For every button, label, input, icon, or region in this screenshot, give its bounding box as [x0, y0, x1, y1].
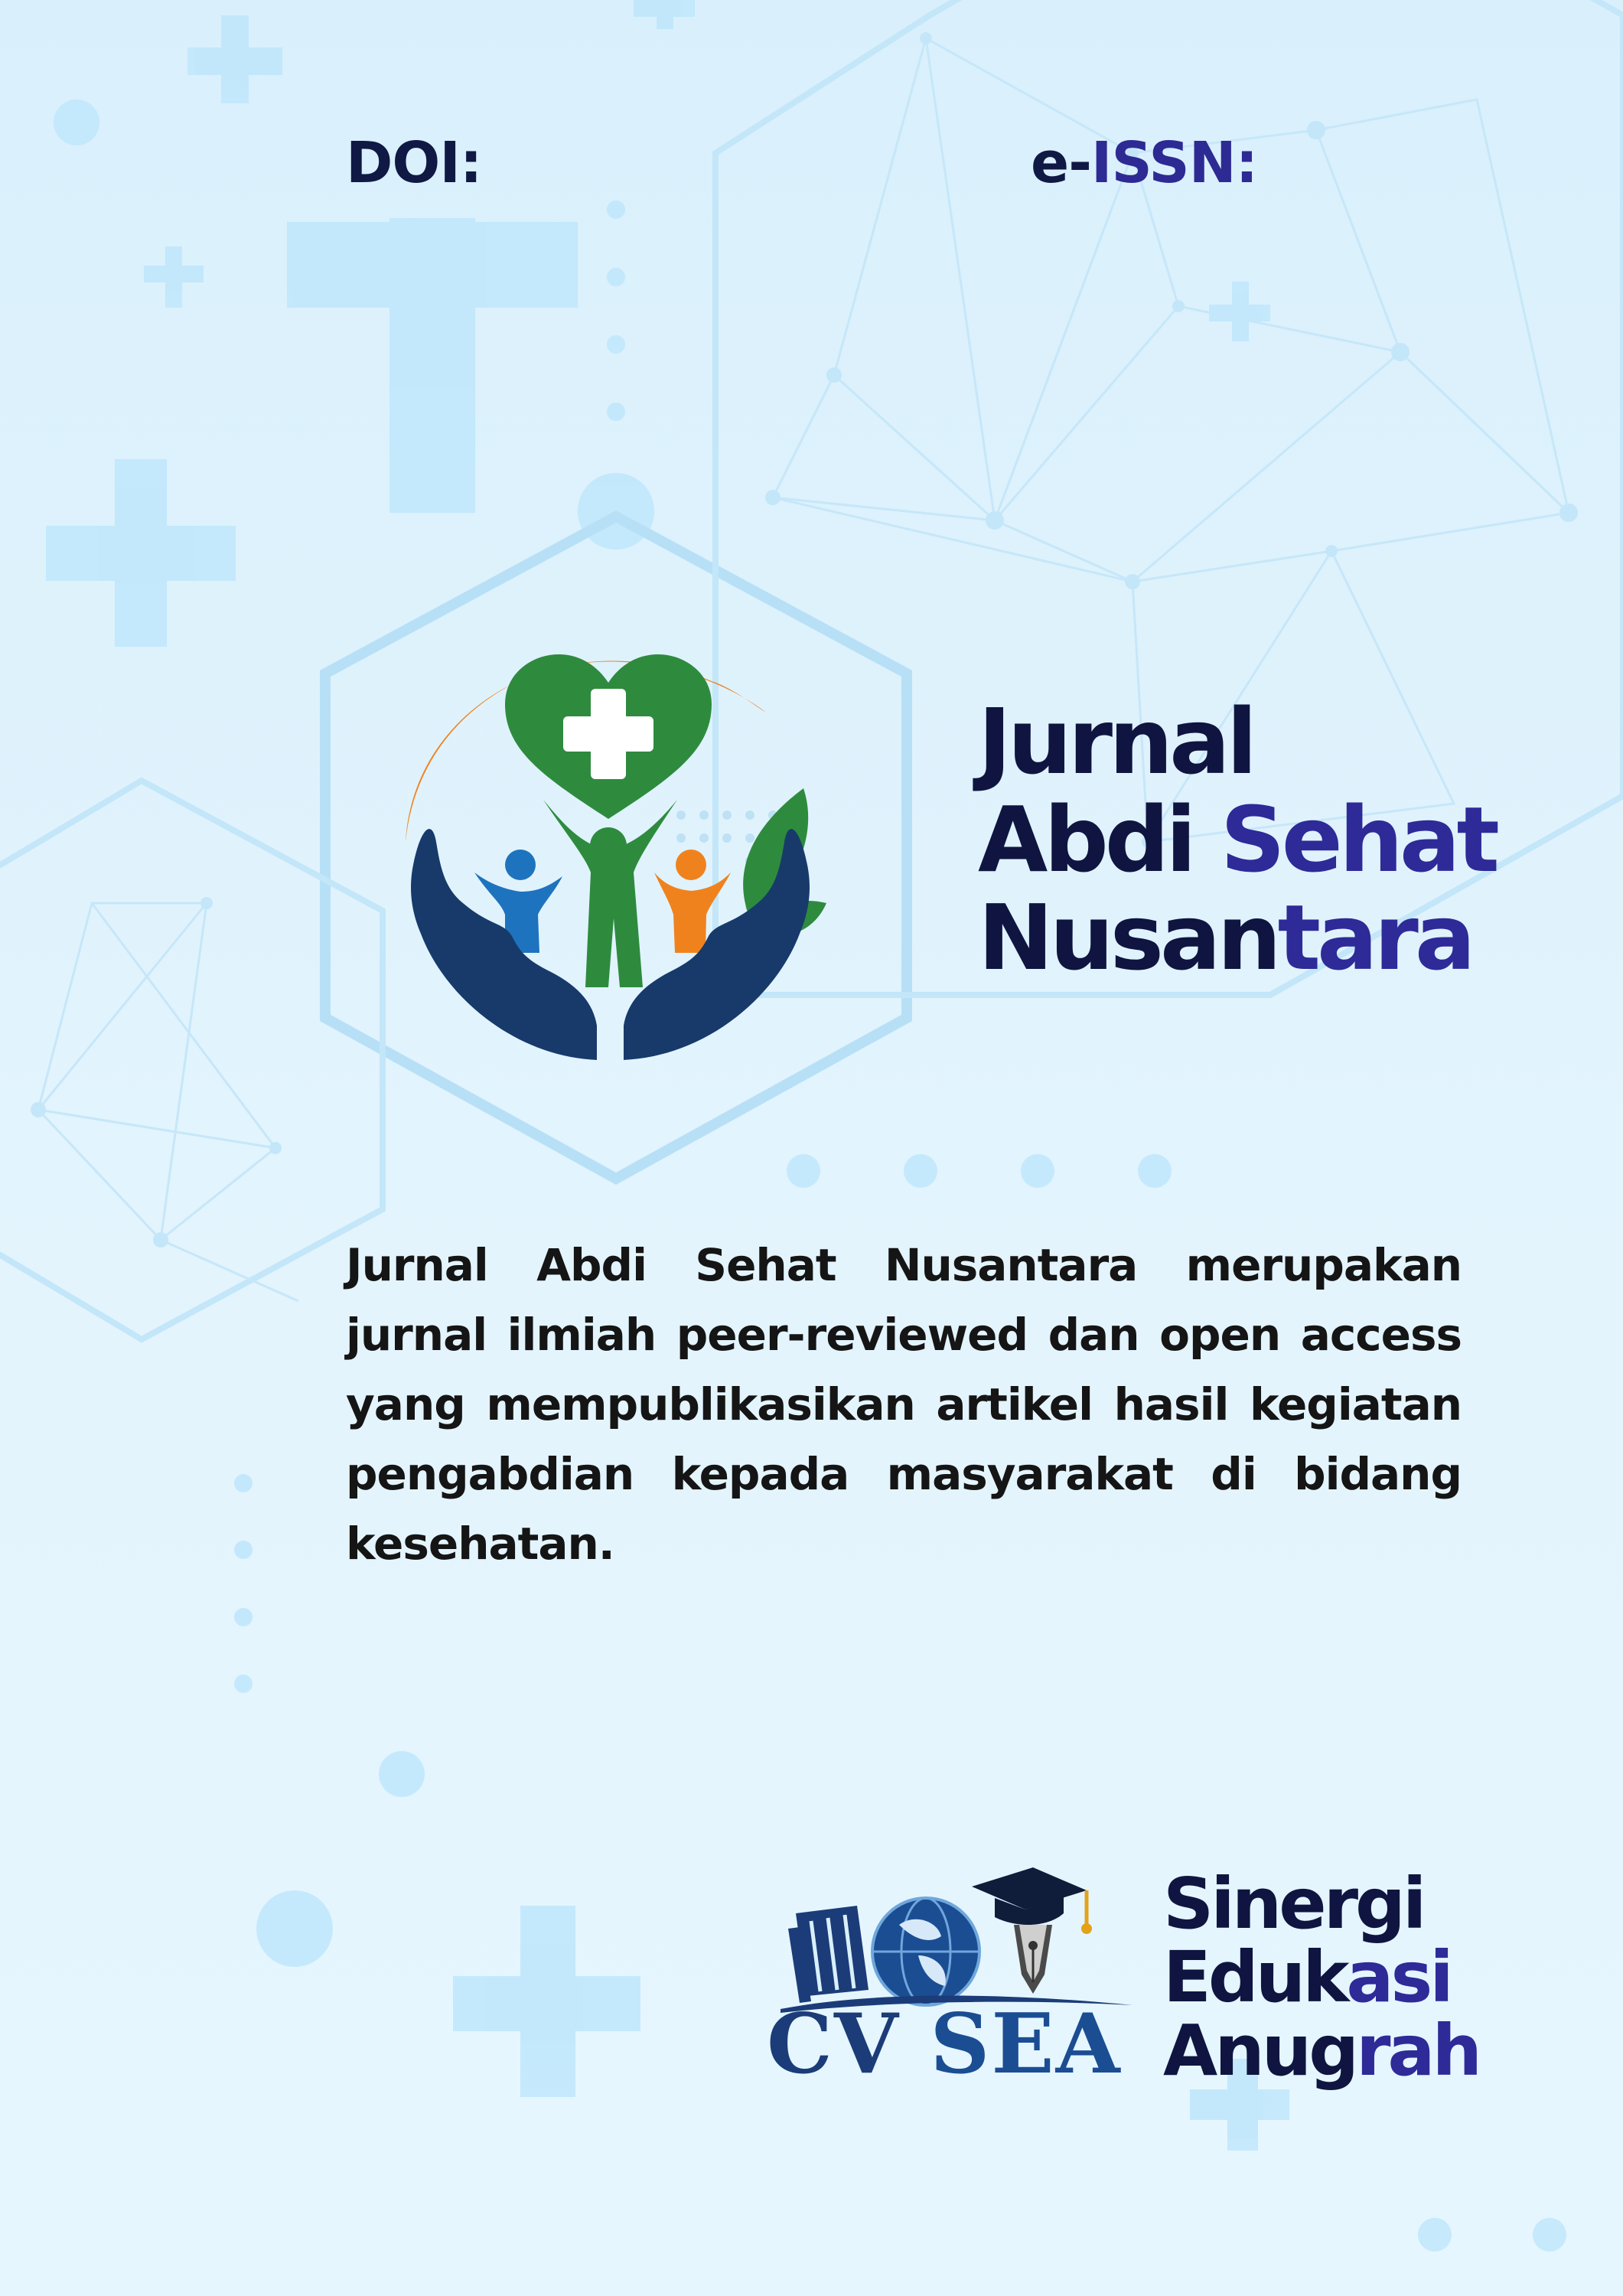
journal-title-line1: Jurnal	[978, 689, 1254, 794]
journal-title-line3	[978, 885, 1496, 990]
doi-label	[346, 130, 481, 196]
publisher-logo-icon	[765, 1860, 1148, 2013]
journal-title-word-sehat: Sehat	[1220, 787, 1496, 892]
publisher-name-line3-b: rah	[1356, 2010, 1480, 2092]
publisher-name-line3	[1163, 2010, 1480, 2092]
journal-logo-icon	[390, 612, 842, 1071]
journal-title	[978, 689, 1496, 990]
doi-label-text: DOI:	[346, 130, 482, 196]
publisher-logo-text	[767, 1996, 1121, 2092]
publisher-logo-cv: CV	[767, 1996, 900, 2092]
publisher-name-line2-b: asi	[1346, 1936, 1451, 2018]
journal-title-word-nusantara-b: tara	[1277, 885, 1472, 990]
eissn-label-prefix: e-	[1031, 130, 1091, 196]
eissn-label-suffix: ISSN:	[1090, 130, 1258, 196]
journal-description: Jurnal Abdi Sehat Nusantara merupakan jurnal ilmiah peer-reviewed dan open access yang mempublikasikan artikel hasil kegiatan pengabdian kepada masyarakat di bidang kesehatan.	[346, 1239, 1462, 1570]
journal-title-word-nusantara-a: Nusan	[978, 885, 1278, 990]
publisher-name-line3-a: Anug	[1163, 2010, 1357, 2092]
publisher-logo-sea: SEA	[930, 1996, 1122, 2092]
eissn-label	[1031, 130, 1257, 196]
publisher-name-line1: Sinergi	[1163, 1863, 1424, 1945]
publisher-name	[1163, 1863, 1480, 2092]
publisher-name-line2	[1163, 1936, 1479, 2018]
journal-title-word-abdi: Abdi	[978, 787, 1221, 892]
publisher-name-line2-a: Eduk	[1163, 1936, 1347, 2018]
journal-title-line2	[978, 787, 1496, 892]
